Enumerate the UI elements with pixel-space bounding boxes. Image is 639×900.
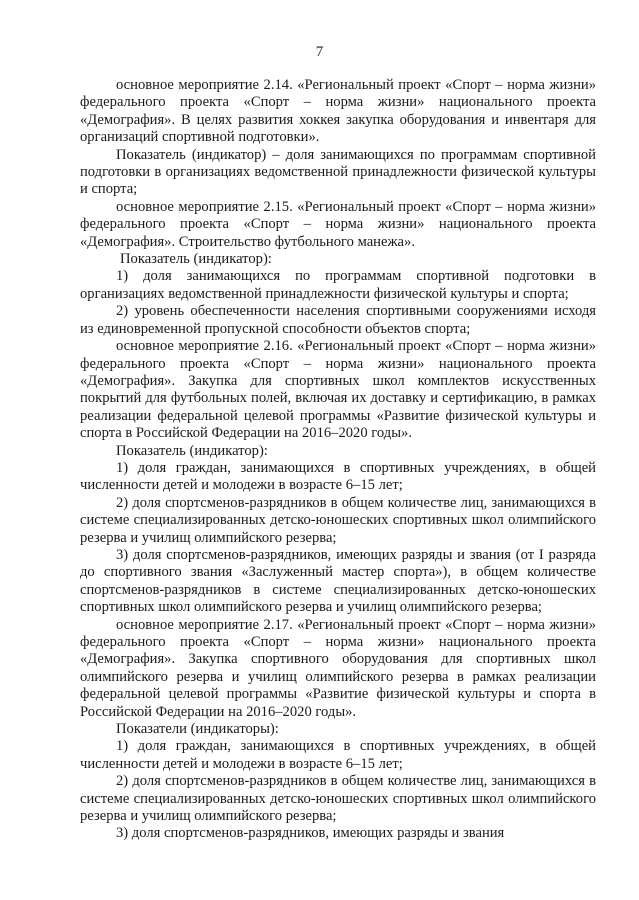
paragraph-indicator-2-17-item-3: 3) доля спортсменов-разрядников, имеющих разряды и звания xyxy=(116,825,505,842)
paragraph-indicator-2-15-item-1: 1) доля занимающихся по программам спортивной подготовки в организациях ведомственной принадлежности физической культуры и спорта; xyxy=(80,268,596,302)
paragraph-indicator-2-16-item-2: 2) доля спортсменов-разрядников в общем количестве лиц, занимающихся в системе специализированных детско-юношеских спортивных школ олимпийского резерва и училищ олимпийского резерва; xyxy=(80,494,596,546)
paragraph-event-2-14: основное мероприятие 2.14. «Региональный проект «Спорт – норма жизни» федерального проекта «Спорт – норма жизни» национального проекта «Демография». В целях развития хоккея закупка оборудования и инвентаря для организаций спортивной подготовки». xyxy=(80,77,596,146)
paragraph-indicator-2-16-item-3: 3) доля спортсменов-разрядников, имеющих разряды и звания (от I разряда до спортивного звания «Заслуженный мастер спорта»), в общем количестве спортсменов-разрядников в системе специализированных детско-юношеских спортивных школ олимпийского резерва и училищ олимпийского резерва; xyxy=(80,546,596,616)
paragraph-event-2-16: основное мероприятие 2.16. «Региональный проект «Спорт – норма жизни» федерального проекта «Спорт – норма жизни» национального проекта «Демография». Закупка для спортивных школ комплектов искусственных покрытий для футбольных полей, включая их доставку и сертификацию, в рамках реализации федеральной целевой программы «Развитие физической культуры и спорта в Российской Федерации на 2016–2020 годы». xyxy=(80,338,596,442)
document-body xyxy=(80,77,596,843)
paragraph-indicator-heading-2-16: Показатель (индикатор): xyxy=(116,442,268,459)
page-number: 7 xyxy=(315,44,324,60)
paragraph-indicator-2-17-item-1: 1) доля граждан, занимающихся в спортивных учреждениях, в общей численности детей и молодежи в возрасте 6–15 лет; xyxy=(80,738,596,772)
paragraph-indicator-2-17-item-2: 2) доля спортсменов-разрядников в общем количестве лиц, занимающихся в системе специализированных детско-юношеских спортивных школ олимпийского резерва и училищ олимпийского резерва; xyxy=(80,773,596,825)
paragraph-indicator-2-15-item-2: 2) уровень обеспеченности населения спортивными сооружениями исходя из единовременной пропускной способности объектов спорта; xyxy=(80,303,596,337)
paragraph-indicator-heading-2-15: Показатель (индикатор): xyxy=(120,251,272,268)
paragraph-event-2-15: основное мероприятие 2.15. «Региональный проект «Спорт – норма жизни» федерального проекта «Спорт – норма жизни» национального проекта «Демография». Строительство футбольного манежа». xyxy=(80,198,596,250)
paragraph-event-2-17: основное мероприятие 2.17. «Региональный проект «Спорт – норма жизни» федерального проекта «Спорт – норма жизни» национального проекта «Демография». Закупка спортивного оборудования для спортивных школ олимпийского резерва и училищ олимпийского резерва в рамках реализации федеральной целевой программы «Развитие физической культуры и спорта в Российской Федерации на 2016–2020 годы». xyxy=(80,616,596,720)
paragraph-indicator-2-14: Показатель (индикатор) – доля занимающихся по программам спортивной подготовки в организациях ведомственной принадлежности физической культуры и спорта; xyxy=(80,146,596,198)
paragraph-indicator-2-16-item-1: 1) доля граждан, занимающихся в спортивных учреждениях, в общей численности детей и молодежи в возрасте 6–15 лет; xyxy=(80,459,596,494)
paragraph-indicator-heading-2-17: Показатели (индикаторы): xyxy=(116,721,279,738)
